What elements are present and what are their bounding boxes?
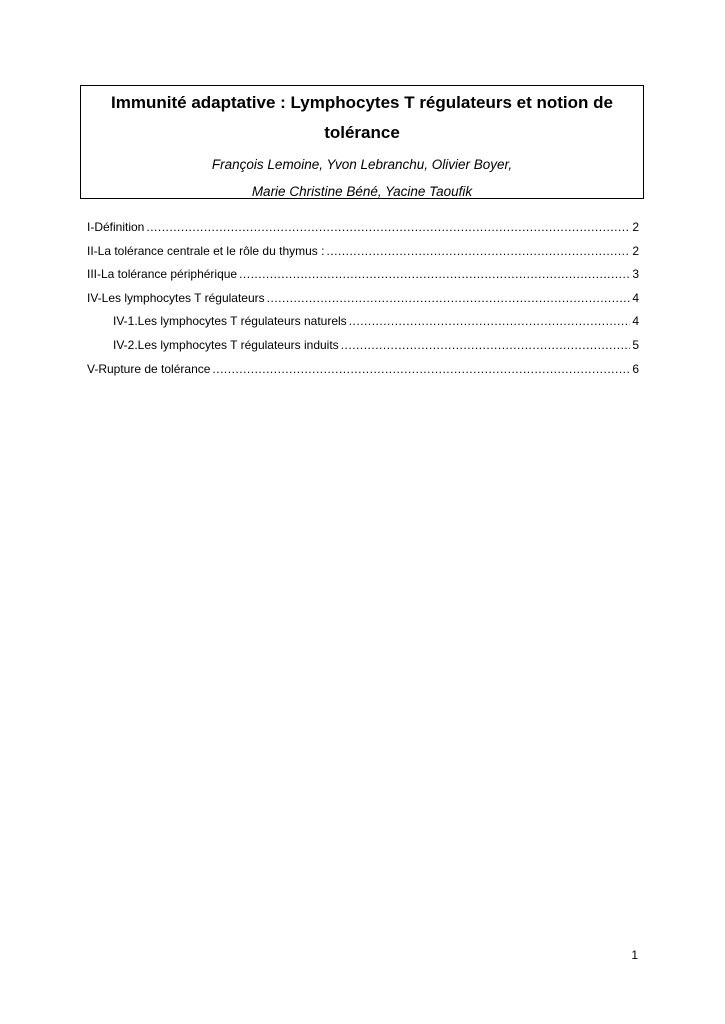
toc-dot-leader (239, 267, 630, 281)
toc-entry-page: 2 (632, 220, 639, 234)
document-title: Immunité adaptative : Lymphocytes T régulateurs et notion de tolérance (111, 93, 613, 142)
authors-line-1: François Lemoine, Yvon Lebranchu, Olivier Boyer, (211, 157, 513, 172)
authors-line-2: Marie Christine Béné, Yacine Taoufik (251, 184, 473, 199)
toc-entry-label: IV-2.Les lymphocytes T régulateurs induits (113, 337, 339, 352)
toc-entry-lt-regulateurs-induits[interactable] (87, 338, 639, 362)
toc-entry-label: IV-1.Les lymphocytes T régulateurs naturels (113, 314, 347, 329)
toc-dot-leader (267, 291, 631, 305)
toc-dot-leader (212, 362, 630, 376)
toc-entry-lt-regulateurs-naturels[interactable] (87, 314, 639, 338)
toc-entry-page: 4 (632, 314, 639, 329)
toc-entry-lymphocytes-t-regulateurs[interactable] (87, 291, 639, 315)
toc-entry-label: V-Rupture de tolérance (87, 361, 211, 376)
toc-dot-leader (146, 220, 630, 234)
toc-entry-label: II-La tolérance centrale et le rôle du thymus : (87, 243, 325, 258)
toc-entry-page: 3 (632, 267, 639, 282)
toc-entry-tolerance-centrale[interactable] (87, 244, 639, 268)
page-number: 1 (631, 948, 638, 962)
toc-entry-page: 6 (632, 361, 639, 376)
table-of-contents (87, 220, 639, 385)
toc-entry-page: 4 (632, 290, 639, 305)
toc-entry-tolerance-peripherique[interactable] (87, 267, 639, 291)
toc-entry-label: IV-Les lymphocytes T régulateurs (87, 290, 265, 305)
toc-entry-rupture-de-tolerance[interactable] (87, 362, 639, 386)
toc-entry-page: 5 (632, 337, 639, 352)
toc-entry-label: I-Définition (87, 220, 145, 234)
toc-entry-page: 2 (632, 243, 639, 258)
toc-dot-leader (341, 338, 631, 352)
title-box (80, 85, 644, 199)
toc-entry-label: III-La tolérance périphérique (87, 267, 238, 282)
toc-entry-definition[interactable] (87, 220, 639, 244)
toc-dot-leader (326, 244, 630, 258)
toc-dot-leader (349, 314, 631, 328)
